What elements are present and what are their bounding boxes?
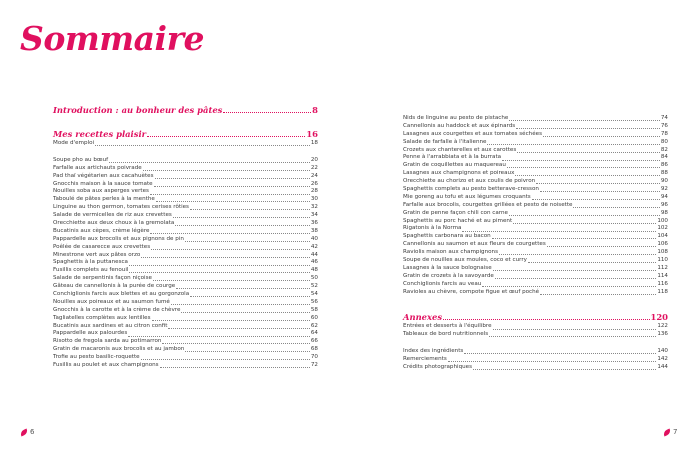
toc-entry-page: 40 xyxy=(310,235,318,242)
toc-entry[interactable] xyxy=(53,283,318,291)
toc-entry-page: 144 xyxy=(657,364,668,371)
toc-entry[interactable] xyxy=(53,228,318,236)
toc-entry[interactable] xyxy=(403,170,668,178)
dot-leader xyxy=(156,201,310,202)
toc-entry-label: Gratin de penne façon chili con carne xyxy=(403,209,508,216)
toc-entry-label: Salade de serpentinis façon niçoise xyxy=(53,275,152,282)
dot-leader xyxy=(143,170,310,171)
toc-entry-label: Fusillis au poulet et aux champignons xyxy=(53,362,159,369)
toc-entry-page: 38 xyxy=(310,227,318,234)
toc-entry-label: Conchiglionis farcis au veau xyxy=(403,280,482,287)
toc-entry-label: Poêlée de casarecce aux crevettes xyxy=(53,243,151,250)
dot-leader xyxy=(513,223,656,224)
toc-entry-label: Bucatinis aux sardines et au citron confit xyxy=(53,322,168,329)
toc-entry-page: 136 xyxy=(657,331,668,338)
toc-entry-label: Ravioles au chèvre, compote figue et œuf poché xyxy=(403,288,540,295)
toc-entry[interactable] xyxy=(403,265,668,273)
toc-entry[interactable] xyxy=(403,131,668,139)
toc-entry-label: Pad thaï végétarien aux cacahuètes xyxy=(53,172,154,179)
toc-entry[interactable] xyxy=(403,186,668,194)
toc-entry-label: Spaghettis carbonara au bacon xyxy=(403,233,491,240)
toc-entry-label: Gratin de macaronis aux brocolis et au jambon xyxy=(53,346,185,353)
toc-entry-label: Nouilles aux poireaux et au saumon fumé xyxy=(53,298,170,305)
toc-heading-page: 16 xyxy=(306,129,318,139)
dot-leader xyxy=(489,336,656,337)
toc-entry-page: 56 xyxy=(310,298,318,305)
toc-entry[interactable] xyxy=(403,123,668,131)
dot-leader xyxy=(509,120,660,121)
toc-heading-page: 8 xyxy=(312,105,318,115)
toc-entry[interactable] xyxy=(53,315,318,323)
toc-entry-page: 62 xyxy=(310,322,318,329)
toc-entry[interactable] xyxy=(403,331,668,339)
toc-entry-page: 22 xyxy=(310,164,318,171)
dot-leader xyxy=(499,254,656,255)
toc-entry[interactable] xyxy=(53,275,318,283)
toc-entry[interactable] xyxy=(403,356,668,364)
toc-entry-page: 36 xyxy=(310,220,318,226)
toc-entry-label: Tableaux de bord nutritionnels xyxy=(403,331,489,338)
toc-entry-page: 18 xyxy=(310,139,318,146)
dot-leader xyxy=(516,128,660,129)
dot-leader xyxy=(168,328,309,329)
leaf-icon xyxy=(662,428,671,436)
toc-entry-label: Index des ingrédients xyxy=(403,348,464,355)
toc-entry-page: 100 xyxy=(657,217,668,224)
toc-entry-label: Crozets aux chanterelles et aux carottes xyxy=(403,146,517,153)
dot-leader xyxy=(160,367,310,368)
toc-entry-label: Gnocchis maison à la sauce tomate xyxy=(53,180,153,187)
dot-leader xyxy=(171,304,310,305)
dot-leader xyxy=(185,241,310,242)
dot-leader xyxy=(532,199,660,200)
toc-entry-page: 44 xyxy=(310,251,318,258)
toc-entry-page: 110 xyxy=(657,257,668,264)
toc-entry-label: Orecchiette aux deux choux à la gremolata xyxy=(53,220,175,226)
toc-entry-label: Conchiglionis farcis aux blettes et au gorgonzola xyxy=(53,291,190,298)
toc-entry[interactable] xyxy=(403,178,668,186)
toc-entry-page: 20 xyxy=(310,156,318,163)
toc-entry[interactable] xyxy=(403,210,668,218)
toc-entry-page: 68 xyxy=(310,346,318,353)
dot-leader xyxy=(507,167,660,168)
toc-heading-recettes[interactable] xyxy=(53,128,318,140)
toc-entry-label: Mode d'emploi xyxy=(53,139,95,146)
dot-leader xyxy=(153,280,310,281)
dot-leader xyxy=(493,270,657,271)
toc-entry[interactable] xyxy=(403,348,668,356)
dot-leader xyxy=(495,278,656,279)
dot-leader xyxy=(443,319,649,320)
toc-entry-label: Lasagnes aux courgettes et aux tomates séchées xyxy=(403,130,543,137)
toc-entry[interactable] xyxy=(53,204,318,212)
toc-entry-label: Nids de linguine au pesto de pistache xyxy=(403,114,509,121)
toc-recipe-list xyxy=(403,115,668,296)
toc-heading-label: Introduction : au bonheur des pâtes xyxy=(53,105,223,115)
dot-leader xyxy=(185,351,310,352)
toc-entry-page: 84 xyxy=(660,154,668,161)
toc-entry-label: Risotto de fregola sarda au potimarron xyxy=(53,338,162,345)
toc-entry-label: Entrées et desserts à l'équilibre xyxy=(403,323,492,330)
dot-leader xyxy=(150,233,309,234)
toc-entry[interactable] xyxy=(53,236,318,244)
toc-entry[interactable] xyxy=(403,257,668,265)
toc-entry-page: 92 xyxy=(660,186,668,192)
dot-leader xyxy=(464,353,656,354)
dot-leader xyxy=(181,312,309,313)
dot-leader xyxy=(129,265,310,266)
toc-entry-mode-emploi[interactable] xyxy=(53,140,318,148)
toc-entry-page: 74 xyxy=(660,114,668,121)
toc-heading-page: 120 xyxy=(650,312,668,323)
dot-leader xyxy=(462,231,656,232)
toc-entry[interactable] xyxy=(403,273,668,281)
toc-entry[interactable] xyxy=(53,299,318,307)
dot-leader xyxy=(482,286,656,287)
toc-entry[interactable] xyxy=(53,346,318,354)
dot-leader xyxy=(487,144,659,145)
toc-entry-page: 112 xyxy=(657,264,668,271)
toc-entry-page: 140 xyxy=(657,348,668,355)
toc-entry[interactable] xyxy=(403,202,668,210)
dot-leader xyxy=(540,294,656,295)
toc-entry[interactable] xyxy=(403,233,668,241)
toc-entry-label: Trofie au pesto basilic-roquette xyxy=(53,354,140,361)
leaf-icon xyxy=(19,428,28,436)
toc-entry-page: 142 xyxy=(657,356,668,363)
toc-entry[interactable] xyxy=(403,225,668,233)
toc-annex-list xyxy=(403,323,668,339)
dot-leader xyxy=(175,225,310,226)
page-number-left xyxy=(18,428,34,436)
dot-leader xyxy=(173,217,310,218)
toc-entry[interactable] xyxy=(53,212,318,220)
toc-entry-page: 88 xyxy=(660,170,668,177)
toc-entry-label: Spaghettis au porc haché et au piment xyxy=(403,217,513,224)
toc-entry[interactable] xyxy=(53,181,318,189)
toc-entry[interactable] xyxy=(53,259,318,267)
toc-entry-page: 96 xyxy=(660,201,668,208)
toc-entry-label: Soupe pho au bœuf xyxy=(53,156,109,163)
toc-entry[interactable] xyxy=(53,173,318,181)
toc-entry[interactable] xyxy=(403,249,668,257)
toc-entry-label: Pappardelle aux brocolis et aux pignons de pin xyxy=(53,235,184,242)
dot-leader xyxy=(141,359,310,360)
dot-leader xyxy=(540,191,660,192)
toc-entry-label: Gâteau de cannellonis à la purée de courge xyxy=(53,283,176,290)
toc-entry-page: 52 xyxy=(310,283,318,290)
dot-leader xyxy=(152,320,310,321)
toc-entry-label: Spaghettis complets au pesto betterave-cresson xyxy=(403,186,539,192)
toc-entry-page: 80 xyxy=(660,138,668,145)
toc-entry-page: 114 xyxy=(657,272,668,279)
toc-entry-page: 122 xyxy=(657,323,668,330)
toc-entry-label: Cannellonis au haddock et aux épinards xyxy=(403,122,516,129)
toc-entry[interactable] xyxy=(403,289,668,297)
toc-entry-page: 26 xyxy=(310,180,318,187)
toc-entry-page: 66 xyxy=(310,338,318,345)
toc-entry-page: 28 xyxy=(310,188,318,195)
toc-heading-label: Annexes xyxy=(403,312,443,323)
toc-entry[interactable] xyxy=(403,154,668,162)
toc-entry[interactable] xyxy=(53,338,318,346)
toc-entry-label: Spaghettis à la puttanesca xyxy=(53,259,128,266)
dot-leader xyxy=(155,178,310,179)
dot-leader xyxy=(154,186,310,187)
toc-entry-page: 78 xyxy=(660,130,668,137)
dot-leader xyxy=(162,343,309,344)
toc-heading-introduction[interactable] xyxy=(53,104,318,116)
toc-entry-page: 60 xyxy=(310,314,318,321)
toc-entry-page: 54 xyxy=(310,291,318,298)
toc-entry-page: 94 xyxy=(660,193,668,200)
toc-entry-label: Fusillis complets au fenouil xyxy=(53,267,129,274)
page-number-right xyxy=(661,428,677,436)
dot-leader xyxy=(547,246,657,247)
toc-entry-label: Lasagnes aux champignons et poireaux xyxy=(403,170,515,177)
toc-entry-label: Remerciements xyxy=(403,356,447,363)
dot-leader xyxy=(493,329,657,330)
toc-entry-label: Gnocchis à la carotte et à la crème de chèvre xyxy=(53,306,181,313)
toc-entry-label: Mie goreng au tofu et aux légumes croquants xyxy=(403,193,531,200)
toc-entry[interactable] xyxy=(53,157,318,165)
toc-entry-page: 82 xyxy=(660,146,668,153)
toc-entry-label: Pappardelle aux palourdes xyxy=(53,330,128,337)
toc-entry-page: 48 xyxy=(310,267,318,274)
toc-entry-page: 72 xyxy=(310,362,318,369)
toc-entry-page: 70 xyxy=(310,354,318,361)
toc-entry-page: 98 xyxy=(660,209,668,216)
toc-entry-page: 58 xyxy=(310,306,318,313)
dot-leader xyxy=(492,238,657,239)
toc-entry-page: 106 xyxy=(657,241,668,248)
toc-entry-label: Salade de vermicelles de riz aux crevettes xyxy=(53,212,172,219)
dot-leader xyxy=(190,296,310,297)
toc-entry-page: 104 xyxy=(657,233,668,240)
toc-entry[interactable] xyxy=(403,115,668,123)
toc-entry-label: Soupe de nouilles aux moules, coco et curry xyxy=(403,257,527,264)
toc-entry[interactable] xyxy=(53,220,318,228)
toc-entry-label: Gratin de coquillettes au maquereau xyxy=(403,162,506,169)
dot-leader xyxy=(517,152,660,153)
toc-entry[interactable] xyxy=(53,323,318,331)
dot-leader xyxy=(190,209,310,210)
toc-entry[interactable] xyxy=(53,267,318,275)
dot-leader xyxy=(509,215,660,216)
dot-leader xyxy=(141,257,310,258)
toc-entry-label: Minestrone vert aux pâtes orzo xyxy=(53,251,141,258)
dot-leader xyxy=(129,272,309,273)
page-title: Sommaire xyxy=(20,19,204,58)
toc-entry[interactable] xyxy=(403,139,668,147)
dot-leader xyxy=(147,136,305,137)
dot-leader xyxy=(528,262,656,263)
toc-entry-label: Orecchiette au chorizo et aux coulis de poivron xyxy=(403,178,536,185)
dot-leader xyxy=(109,162,310,163)
toc-entry[interactable] xyxy=(403,364,668,372)
dot-leader xyxy=(502,160,660,161)
toc-entry-label: Taboulé de pâtes perles à la menthe xyxy=(53,196,155,203)
toc-entry[interactable] xyxy=(53,330,318,338)
dot-leader xyxy=(536,183,660,184)
toc-heading-annexes[interactable] xyxy=(403,311,668,323)
toc-entry-label: Bucatinis aux cèpes, crème légère xyxy=(53,227,150,234)
toc-entry-page: 34 xyxy=(310,212,318,219)
toc-entry-label: Linguine au thon germon, tomates cerises rôties xyxy=(53,204,189,211)
dot-leader xyxy=(448,361,657,362)
page-number-label: 7 xyxy=(673,428,678,436)
toc-entry-label: Farfalle aux artichauts poivrade xyxy=(53,164,142,171)
toc-entry[interactable] xyxy=(403,194,668,202)
dot-leader xyxy=(151,249,310,250)
toc-entry-label: Salade de farfalle à l'italienne xyxy=(403,138,487,145)
toc-entry[interactable] xyxy=(53,244,318,252)
dot-leader xyxy=(515,175,659,176)
toc-entry-label: Penne à l'arrabbiata et à la burrata xyxy=(403,154,502,161)
toc-entry-page: 30 xyxy=(310,196,318,203)
toc-left-column xyxy=(53,104,318,370)
toc-right-column xyxy=(403,115,668,372)
toc-entry-page: 46 xyxy=(310,259,318,266)
toc-entry-label: Rigatonis à la Norma xyxy=(403,225,462,232)
dot-leader xyxy=(573,207,659,208)
toc-entry-page: 116 xyxy=(657,280,668,287)
toc-entry-page: 90 xyxy=(660,178,668,185)
dot-leader xyxy=(543,136,660,137)
dot-leader xyxy=(128,336,310,337)
toc-entry[interactable] xyxy=(53,291,318,299)
toc-entry-page: 102 xyxy=(657,225,668,232)
dot-leader xyxy=(473,369,656,370)
toc-final-list xyxy=(403,348,668,372)
toc-entry-label: Crédits photographiques xyxy=(403,364,473,371)
dot-leader xyxy=(176,288,310,289)
toc-recipe-list xyxy=(53,157,318,370)
toc-entry[interactable] xyxy=(403,162,668,170)
toc-entry-label: Tagliatelles complètes aux lentilles xyxy=(53,314,151,321)
toc-heading-label: Mes recettes plaisir xyxy=(53,129,147,139)
toc-entry[interactable] xyxy=(53,362,318,370)
dot-leader xyxy=(150,194,310,195)
page-number-label: 6 xyxy=(30,428,35,436)
toc-entry[interactable] xyxy=(403,281,668,289)
toc-entry-label: Cannellonis au saumon et aux fleurs de courgettes xyxy=(403,241,546,248)
toc-entry[interactable] xyxy=(53,354,318,362)
toc-entry-page: 118 xyxy=(657,288,668,295)
toc-entry-label: Lasagnes à la sauce bolognaise xyxy=(403,264,492,271)
toc-entry-page: 50 xyxy=(310,275,318,282)
toc-entry-page: 76 xyxy=(660,122,668,129)
toc-entry-label: Nouilles soba aux asperges vertes xyxy=(53,188,149,195)
toc-entry-page: 108 xyxy=(657,249,668,256)
toc-entry-page: 86 xyxy=(660,162,668,169)
toc-entry-page: 42 xyxy=(310,243,318,250)
toc-entry[interactable] xyxy=(403,241,668,249)
toc-entry[interactable] xyxy=(403,323,668,331)
toc-entry-label: Farfalle aux brocolis, courgettes grillées et pesto de noisette xyxy=(403,201,573,208)
toc-entry-label: Gratin de crozets à la savoyarde xyxy=(403,272,494,279)
dot-leader xyxy=(95,145,310,146)
toc-entry[interactable] xyxy=(53,165,318,173)
toc-entry-page: 64 xyxy=(310,330,318,337)
dot-leader xyxy=(223,112,311,113)
toc-entry-page: 32 xyxy=(310,204,318,211)
toc-entry-label: Raviolis maison aux champignons xyxy=(403,249,499,256)
toc-entry[interactable] xyxy=(53,307,318,315)
toc-entry-page: 24 xyxy=(310,172,318,179)
